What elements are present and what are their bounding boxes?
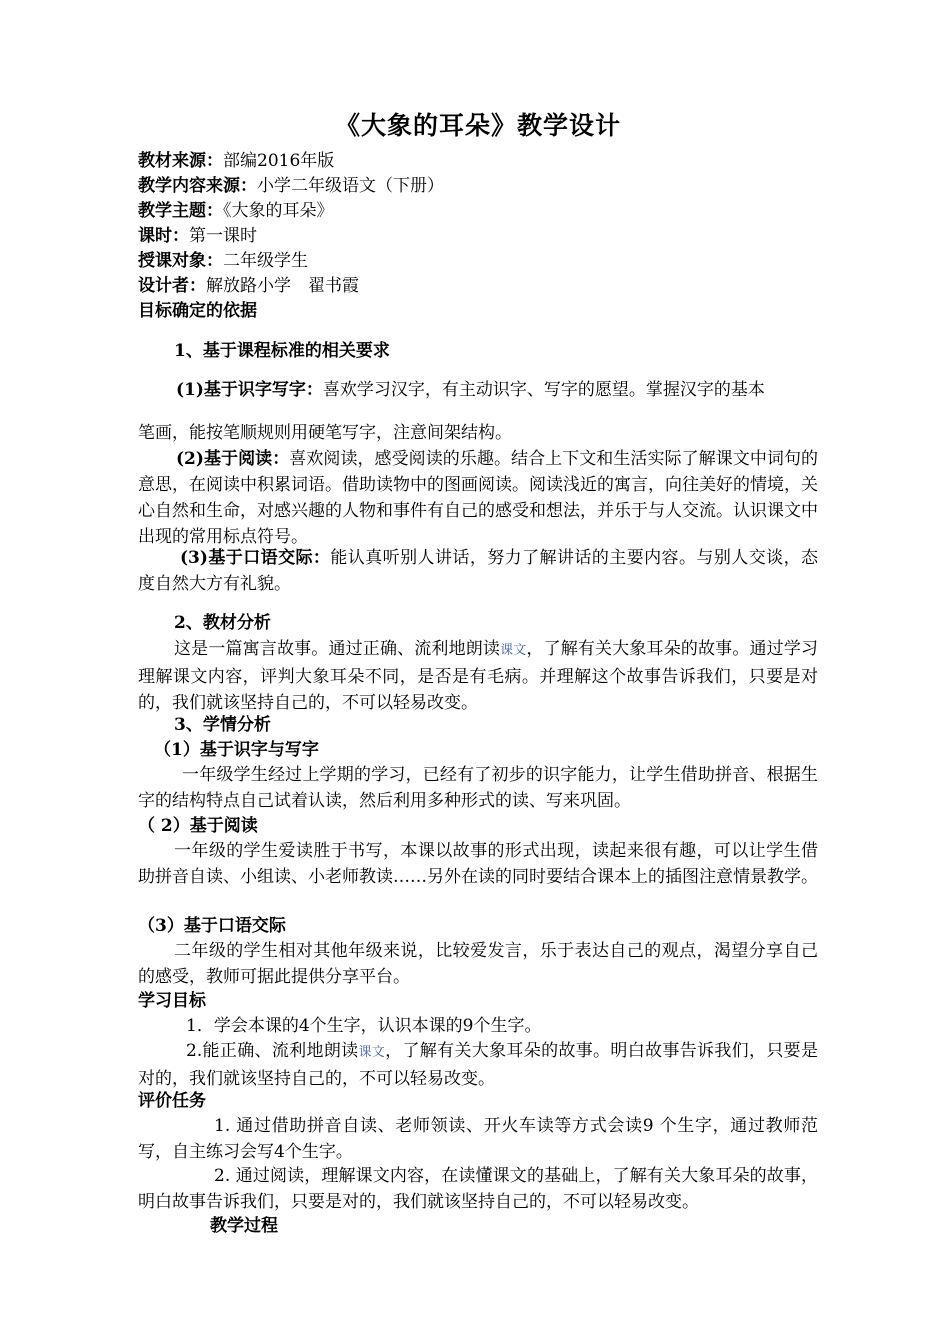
meta-theme: 教学主题：《大象的耳朵》 — [138, 201, 334, 221]
sec2-text: 这是一篇寓言故事。通过正确、流利地朗读课文，了解有关大象耳朵的故事。通过学习理解课文内容，评判大象耳朵不同，是否是有毛病。并理解这个故事告诉我们，只要是对的，我们就该坚持自己的，不可以轻易改变。 — [138, 639, 818, 713]
section-2-heading: 2、教材分析 — [174, 613, 271, 633]
meta-designer: 设计者：解放路小学 翟书霞 — [138, 276, 359, 296]
goal-2: 2.能正确、流利地朗读课文，了解有关大象耳朵的故事。明白故事告诉我们，只要是对的，我们就该坚持自己的，不可以轻易改变。 — [138, 1041, 818, 1089]
goals-heading: 学习目标 — [138, 991, 206, 1011]
sec3-sub3-text: 二年级的学生相对其他年级来说，比较爱发言，乐于表达自己的观点，渴望分享自己的感受，教师可据此提供分享平台。 — [138, 941, 818, 987]
sec1-p1: (1)基于识字写字：喜欢学习汉字，有主动识字、写字的愿望。掌握汉字的基本 — [176, 380, 765, 400]
process-heading: 教学过程 — [210, 1216, 278, 1236]
meta-content-source: 教学内容来源：小学二年级语文（下册） — [138, 176, 444, 196]
eval-1: 1. 通过借助拼音自读、老师领读、开火车读等方式会读9 个生字，通过教师范写，自主练习会写4个生字。 — [138, 1116, 818, 1162]
sec3-sub2-heading: （ 2）基于阅读 — [138, 816, 258, 836]
sec1-p3: (3)基于口语交际：能认真听别人讲话，努力了解讲话的主要内容。与别人交谈，态度自然大方有礼貌。 — [138, 548, 819, 594]
document-title: 《大象的耳朵》教学设计 — [334, 111, 621, 140]
kewen-link[interactable]: 课文 — [500, 643, 527, 658]
kewen-link-2[interactable]: 课文 — [358, 1045, 386, 1060]
goal-1: 1．学会本课的4个生字，认识本课的9个生字。 — [186, 1016, 542, 1036]
basis-heading: 目标确定的依据 — [138, 301, 257, 321]
section-3-heading: 3、学情分析 — [174, 715, 271, 735]
sec1-p2: (2)基于阅读：喜欢阅读，感受阅读的乐趣。结合上下文和生活实际了解课文中词句的意思，在阅读中积累词语。借助读物中的图画阅读。阅读浅近的寓言，向往美好的情境，关心自然和生命，对感兴趣的人物和事件有自己的感受和想法，并乐于与人交流。认识课文中出现的常用标点符号。 — [138, 449, 818, 547]
eval-2: 2. 通过阅读，理解课文内容，在读懂课文的基础上，了解有关大象耳朵的故事，明白故事告诉我们，只要是对的，我们就该坚持自己的，不可以轻易改变。 — [138, 1166, 818, 1212]
sec3-sub1-text: 一年级学生经过上学期的学习，已经有了初步的识字能力，让学生借助拼音、根据生字的结构特点自己试着认读，然后利用多种形式的读、写来巩固。 — [138, 765, 818, 811]
sec3-sub3-heading: （3）基于口语交际 — [138, 916, 286, 936]
section-1-heading: 1、基于课程标准的相关要求 — [174, 341, 390, 361]
meta-audience: 授课对象：二年级学生 — [138, 251, 308, 271]
sec3-sub1-heading: （1）基于识字与写字 — [154, 740, 319, 760]
eval-heading: 评价任务 — [138, 1091, 206, 1111]
sec3-sub2-text: 一年级的学生爱读胜于书写，本课以故事的形式出现，读起来很有趣，可以让学生借助拼音自读、小组读、小老师教读……另外在读的同时要结合课本上的插图注意情景教学。 — [138, 841, 818, 887]
meta-source: 教材来源：部编2016年版 — [138, 151, 335, 171]
meta-period: 课时：第一课时 — [138, 226, 257, 246]
sec1-p1-cont: 笔画，能按笔顺规则用硬笔写字，注意间架结构。 — [138, 423, 512, 443]
